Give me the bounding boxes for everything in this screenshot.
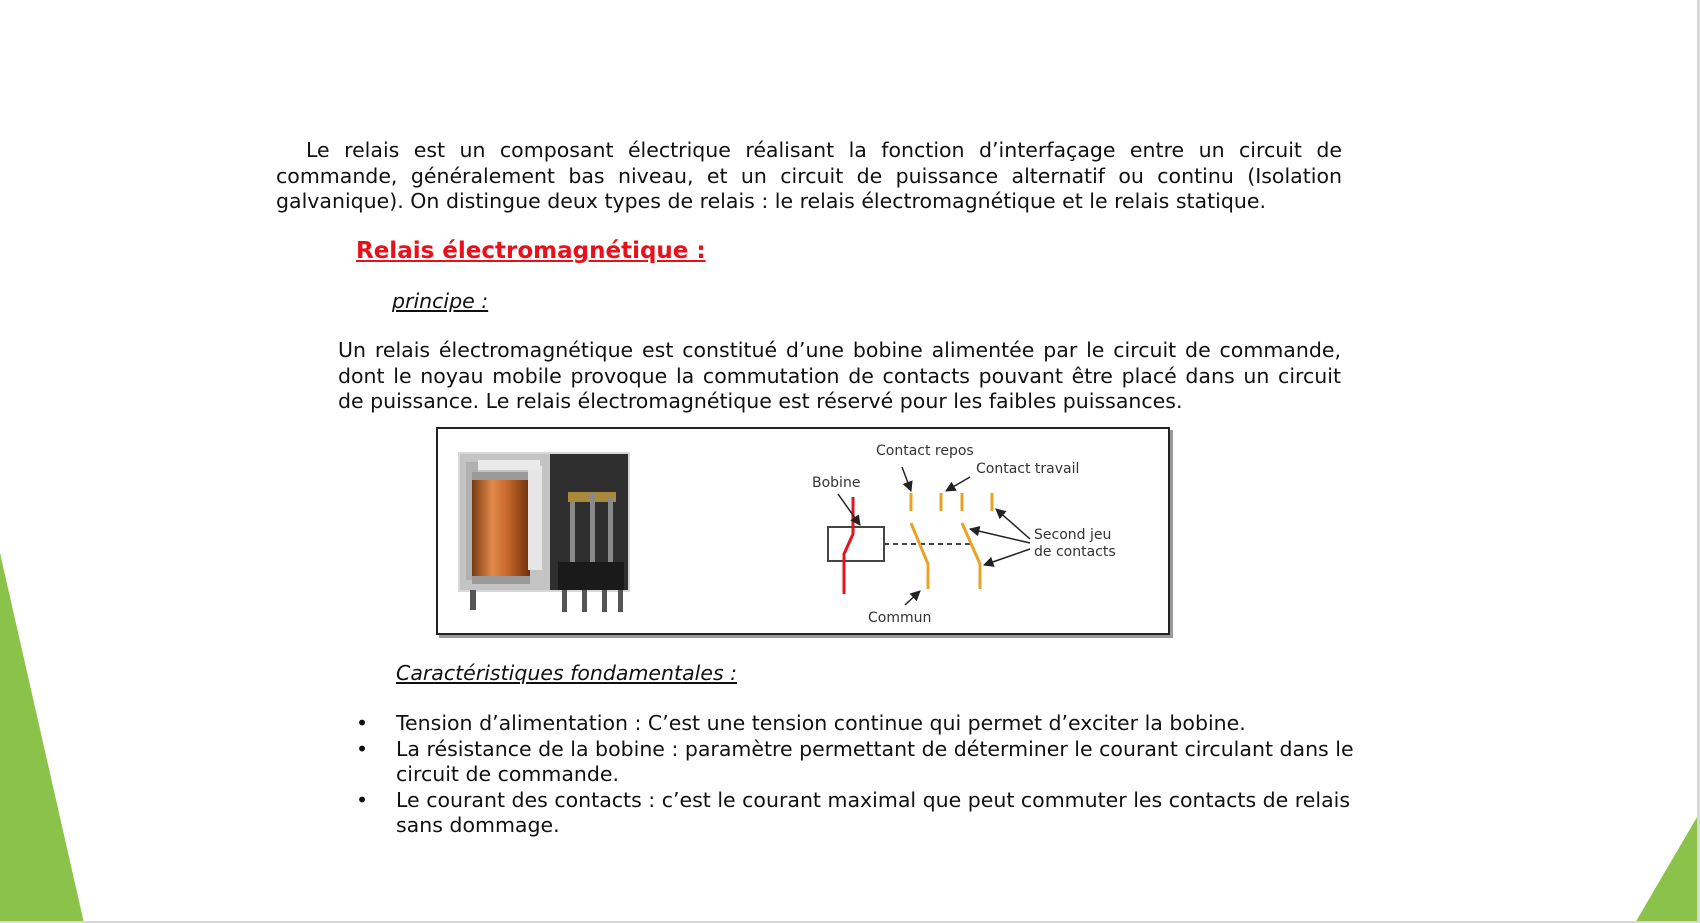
common-contact-2: [962, 523, 980, 589]
coil-symbol: [828, 527, 884, 561]
relay-figure: [436, 427, 1170, 635]
bullet-icon: •: [356, 711, 369, 735]
label-contact-repos: Contact repos: [876, 443, 974, 459]
list-item: [356, 737, 1356, 788]
subsection-principe: principe :: [392, 289, 489, 313]
arrow-bobine: [838, 494, 860, 525]
label-bobine: Bobine: [812, 475, 861, 491]
subsection-caracteristiques: Caractéristiques fondamentales :: [396, 661, 738, 685]
list-item: [356, 788, 1356, 839]
arrow-second-jeu-top: [996, 509, 1030, 539]
label-de-contacts: de contacts: [1034, 544, 1116, 560]
list-item-text: Tension d’alimentation : C’est une tension continue qui permet d’exciter la bobine.: [396, 711, 1246, 735]
label-second-jeu: Second jeu: [1034, 527, 1112, 543]
relay-schematic: [798, 439, 1158, 629]
bullet-icon: •: [356, 736, 369, 761]
list-item-text: Le courant des contacts : c’est le courant maximal que peut commuter les contacts de relais sans dommage.: [396, 787, 1351, 837]
relay-photo: [458, 452, 630, 612]
label-commun: Commun: [868, 610, 932, 626]
list-item: [356, 711, 1356, 737]
characteristics-list: [356, 711, 1356, 839]
right-green-accent: [1635, 812, 1700, 923]
intro-paragraph: Le relais est un composant électrique réalisant la fonction d’interfaçage entre un circuit de commande, généralement bas niveau, et un circuit de puissance alternatif ou continu (Isolation galvanique). On distingue deux types de relais : le relais électromagnétique et le relais statique.: [276, 138, 1342, 213]
section-title: Relais électromagnétique :: [356, 238, 706, 264]
list-item-text: La résistance de la bobine : paramètre permettant de déterminer le courant circulant dans le circuit de commande.: [396, 736, 1354, 786]
principe-paragraph: Un relais électromagnétique est constitué d’une bobine alimentée par le circuit de commande, dont le noyau mobile provoque la commutation de contacts pouvant être placé dans un circuit de puissance. Le relais électromagnétique est réservé pour les faibles puissances.: [338, 338, 1341, 413]
arrow-second-jeu-low: [984, 549, 1030, 565]
arrow-contact-repos: [902, 467, 911, 491]
common-contact-1: [911, 523, 928, 589]
arrow-commun: [905, 591, 920, 605]
bullet-icon: •: [356, 787, 369, 812]
left-green-accent: [0, 553, 84, 923]
label-contact-travail: Contact travail: [976, 461, 1080, 477]
arrow-contact-travail: [946, 477, 970, 491]
